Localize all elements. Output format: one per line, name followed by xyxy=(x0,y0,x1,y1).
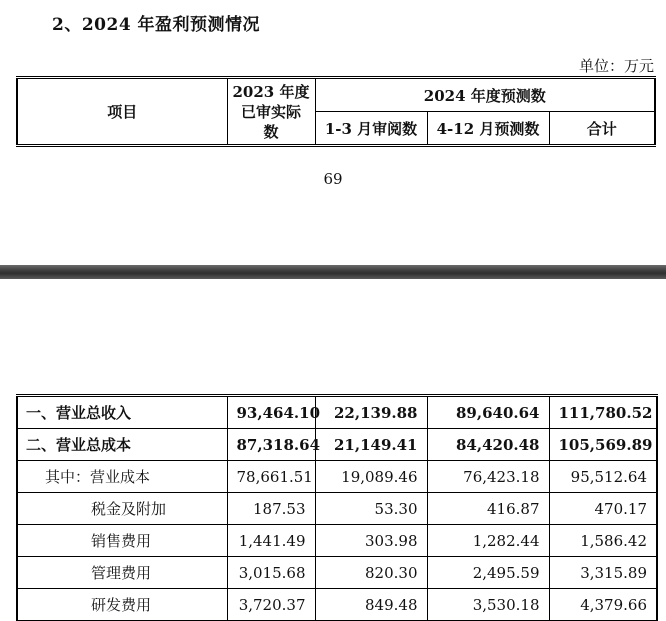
header-2023-audited xyxy=(227,78,315,146)
table-row xyxy=(17,461,657,493)
header-2024-forecast: 2024 年度预测数 xyxy=(315,78,655,112)
forecast-header-table xyxy=(16,76,656,147)
cell-apr-dec: 2,495.59 xyxy=(427,557,549,589)
cell-q1: 849.48 xyxy=(315,589,427,621)
table-row xyxy=(17,396,657,429)
unit-label: 单位：万元 xyxy=(578,57,654,75)
header-q1-reviewed: 1-3 月审阅数 xyxy=(315,112,427,146)
cell-2023: 93,464.10 xyxy=(227,396,315,429)
cell-q1: 19,089.46 xyxy=(315,461,427,493)
table-row xyxy=(17,557,657,589)
cell-apr-dec: 76,423.18 xyxy=(427,461,549,493)
row-label: 管理费用 xyxy=(17,557,227,589)
header-row xyxy=(17,78,655,112)
cell-2023: 3,720.37 xyxy=(227,589,315,621)
forecast-data-table xyxy=(16,394,658,621)
cell-2023: 78,661.51 xyxy=(227,461,315,493)
page-number: 69 xyxy=(323,170,343,188)
header-apr-dec-forecast: 4-12 月预测数 xyxy=(427,112,549,146)
table-row xyxy=(17,429,657,461)
header-2023-line-1: 2023 年度 xyxy=(232,82,310,101)
section-heading: 2、2024 年盈利预测情况 xyxy=(52,15,261,35)
table-row xyxy=(17,525,657,557)
table-row xyxy=(17,493,657,525)
cell-apr-dec: 89,640.64 xyxy=(427,396,549,429)
cell-apr-dec: 84,420.48 xyxy=(427,429,549,461)
cell-apr-dec: 3,530.18 xyxy=(427,589,549,621)
cell-q1: 820.30 xyxy=(315,557,427,589)
header-item: 项目 xyxy=(17,78,227,146)
cell-total: 4,379.66 xyxy=(549,589,657,621)
cell-total: 111,780.52 xyxy=(549,396,657,429)
cell-2023: 87,318.64 xyxy=(227,429,315,461)
cell-q1: 21,149.41 xyxy=(315,429,427,461)
cell-2023: 187.53 xyxy=(227,493,315,525)
cell-2023: 1,441.49 xyxy=(227,525,315,557)
page-break-divider xyxy=(0,265,666,279)
cell-2023: 3,015.68 xyxy=(227,557,315,589)
row-label: 其中：营业成本 xyxy=(17,461,227,493)
row-label: 税金及附加 xyxy=(17,493,227,525)
row-label: 二、营业总成本 xyxy=(17,429,227,461)
cell-q1: 22,139.88 xyxy=(315,396,427,429)
cell-total: 95,512.64 xyxy=(549,461,657,493)
header-2023-line-3: 数 xyxy=(263,122,279,141)
header-2023-line-2: 已审实际 xyxy=(240,102,301,121)
cell-q1: 303.98 xyxy=(315,525,427,557)
cell-total: 470.17 xyxy=(549,493,657,525)
row-label: 研发费用 xyxy=(17,589,227,621)
row-label: 一、营业总收入 xyxy=(17,396,227,429)
cell-q1: 53.30 xyxy=(315,493,427,525)
cell-total: 1,586.42 xyxy=(549,525,657,557)
cell-apr-dec: 1,282.44 xyxy=(427,525,549,557)
document-page-top xyxy=(0,0,666,265)
cell-apr-dec: 416.87 xyxy=(427,493,549,525)
header-total: 合计 xyxy=(549,112,655,146)
cell-total: 105,569.89 xyxy=(549,429,657,461)
row-label: 销售费用 xyxy=(17,525,227,557)
cell-total: 3,315.89 xyxy=(549,557,657,589)
